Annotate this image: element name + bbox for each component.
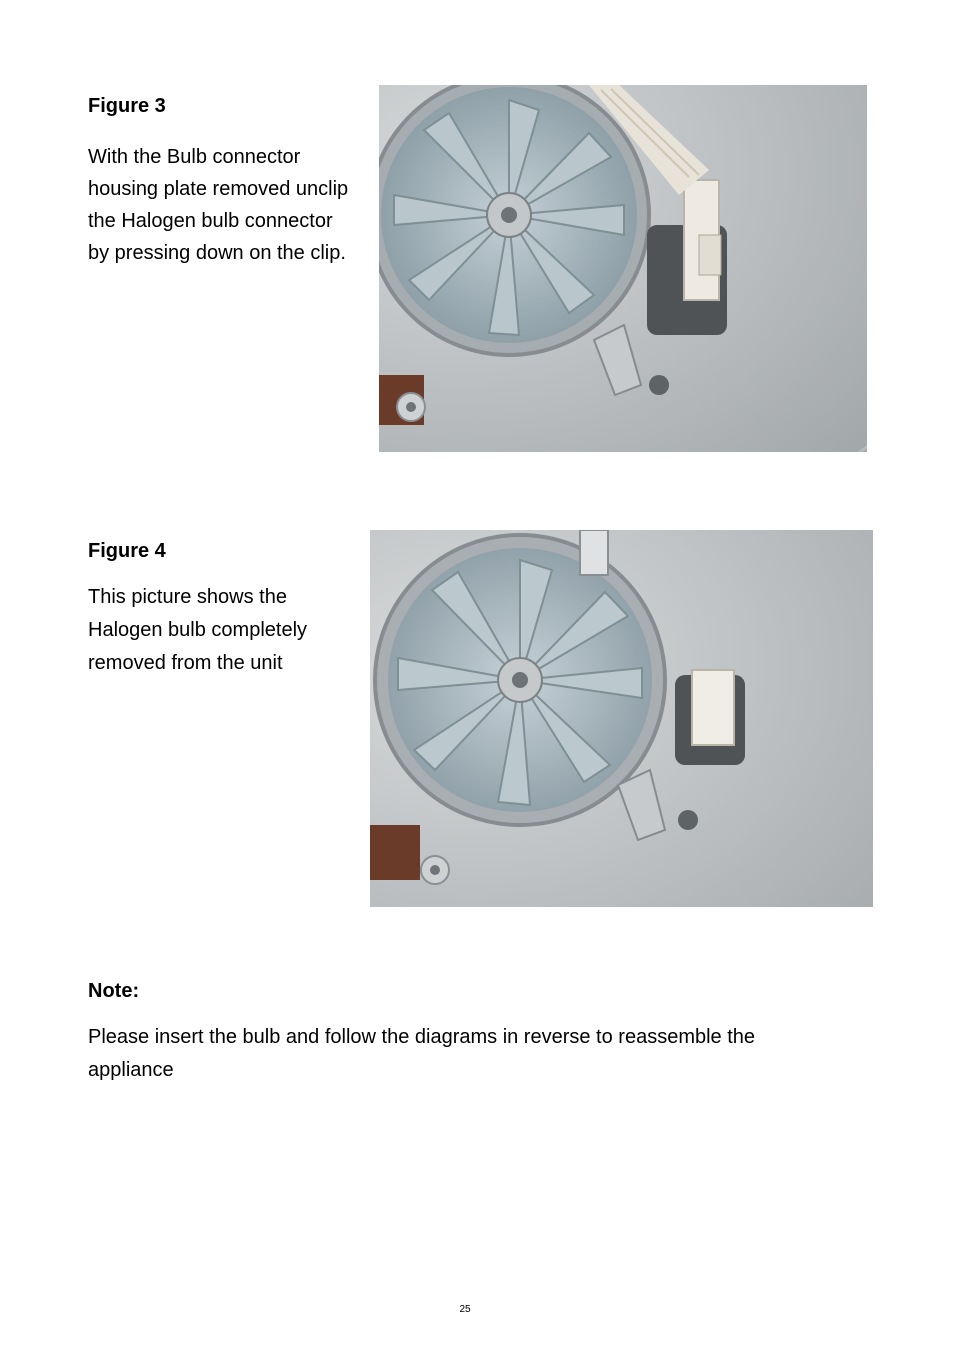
figure-3-photo (379, 85, 867, 452)
page-number: 25 (459, 1304, 471, 1315)
figure-3-label: Figure 3 (88, 95, 166, 117)
figure-4-label: Figure 4 (88, 540, 166, 562)
figure-4-photo (370, 530, 873, 907)
figure-4-caption: This picture shows the Halogen bulb completely removed from the unit (88, 586, 308, 674)
figure-3-caption: With the Bulb connector housing plate removed unclip the Halogen bulb connector by pressing down on the clip. (88, 146, 349, 264)
note-text: Please insert the bulb and follow the diagrams in reverse to reassemble the appliance (88, 1026, 756, 1081)
note-label: Note: (88, 980, 140, 1002)
